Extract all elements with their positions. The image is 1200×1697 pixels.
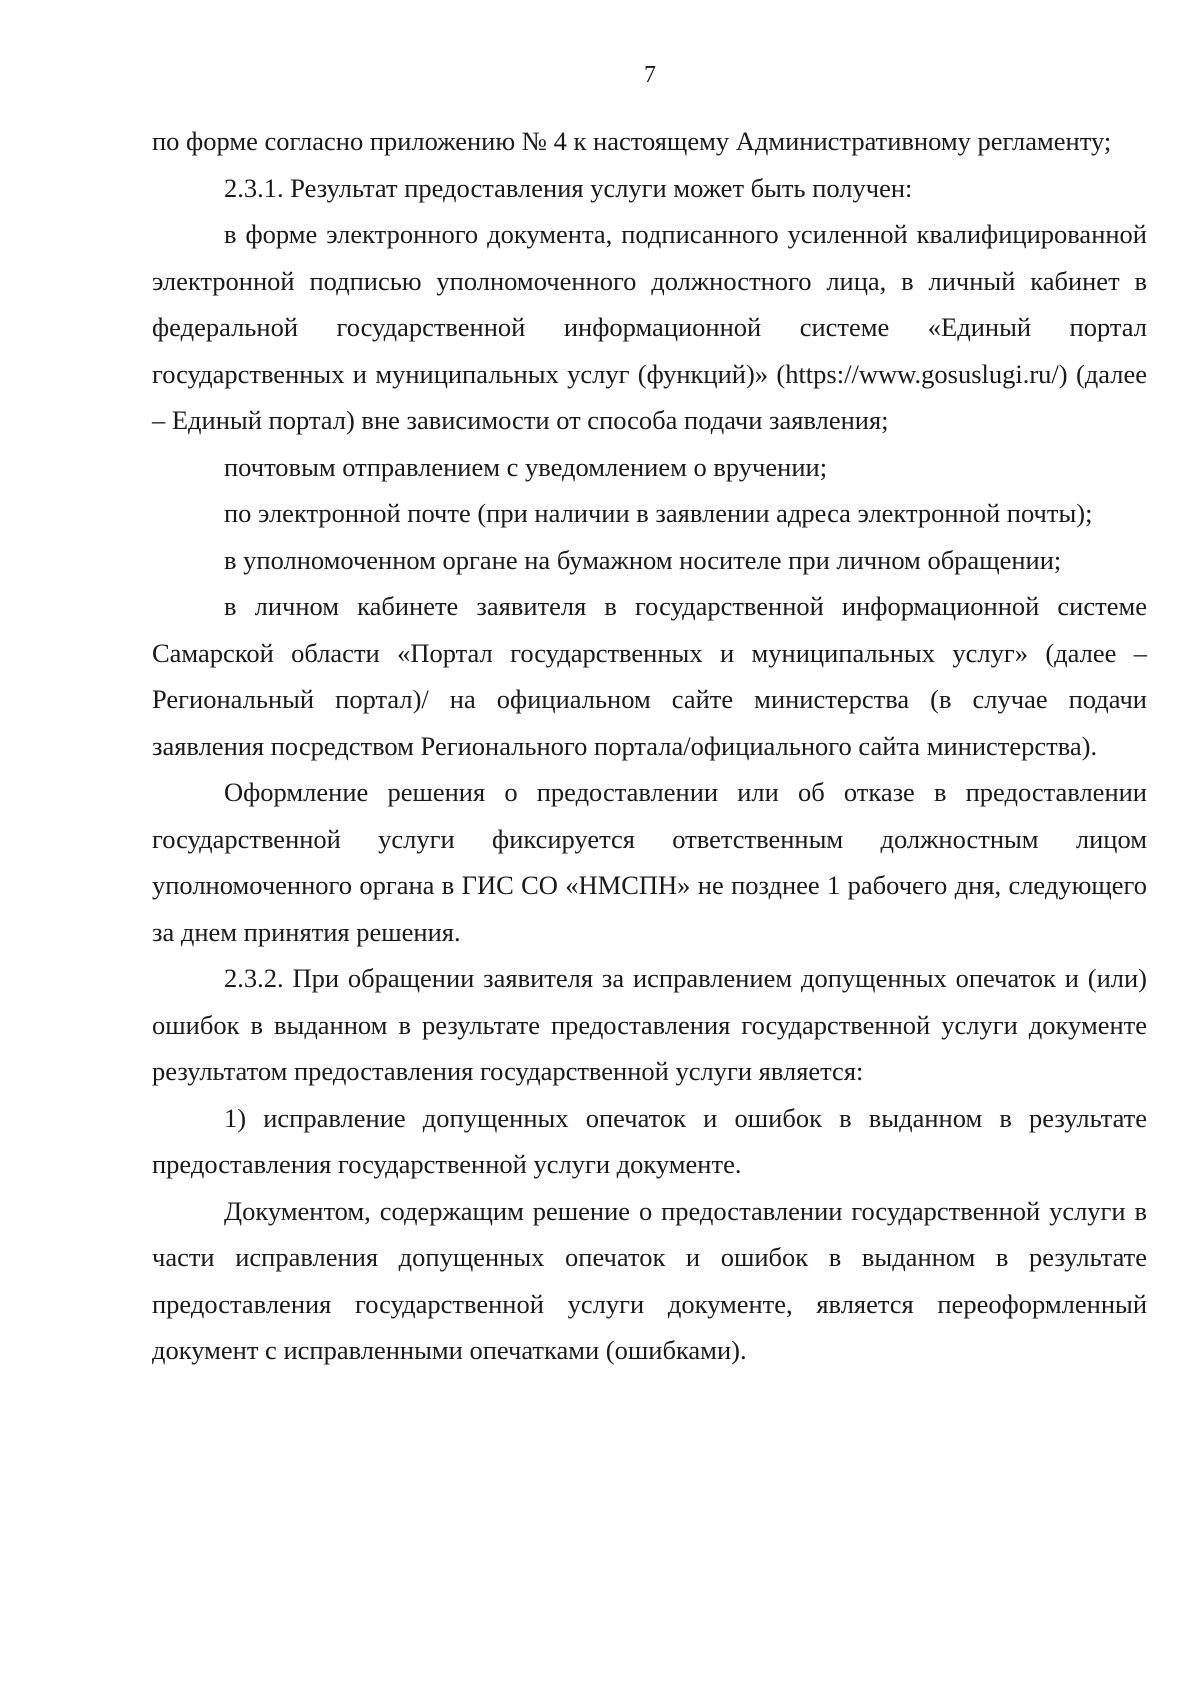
paragraph-2-3-1-heading: 2.3.1. Результат предоставления услуги может быть получен: (224, 172, 913, 203)
paragraph-paper-in-person: в уполномоченном органе на бумажном носителе при личном обращении; (224, 544, 1062, 575)
paragraph-reissued-document: Документом, содержащим решение о предоставлении государственной услуги в части исправления допущенных опечаток и ошибок в выданном в результате предоставления государственной услуги документе, является переоформленный документ с исправленными опечатками (ошибками). (152, 1195, 1147, 1365)
paragraph-electronic-document: в форме электронного документа, подписанного усиленной квалифицированной электронной подписью уполномоченного должностного лица, в личный кабинет в федеральной государственной информационной системе «Единый портал государственных и муниципальных услуг (функций)» (https://www.gosuslugi.ru/) (далее – Единый портал) вне зависимости от способа подачи заявления; (152, 219, 1147, 435)
paragraph-correction-item-1: 1) исправление допущенных опечаток и ошибок в выданном в результате предоставления государственной услуги документе. (152, 1102, 1147, 1179)
page-number: 7 (644, 62, 656, 88)
paragraph-email: по электронной почте (при наличии в заявлении адреса электронной почты); (224, 498, 1093, 528)
document-body (152, 118, 1147, 1374)
paragraph-postal-delivery: почтовым отправлением с уведомлением о вручении; (224, 451, 828, 482)
paragraph-form-reference: по форме согласно приложению № 4 к настоящему Административному регламенту; (152, 126, 1112, 156)
paragraph-decision-registration: Оформление решения о предоставлении или об отказе в предоставлении государственной услуги фиксируется ответственным должностным лицом уполномоченного органа в ГИС СО «НМСПН» не позднее 1 рабочего дня, следующего за днем принятия решения. (152, 777, 1147, 947)
paragraph-2-3-2-corrections: 2.3.2. При обращении заявителя за исправлением допущенных опечаток и (или) ошибок в выданном в результате предоставления государственной услуги документе результатом предоставления государственной услуги является: (152, 963, 1147, 1086)
paragraph-regional-portal: в личном кабинете заявителя в государственной информационной системе Самарской области «Портал государственных и муниципальных услуг» (далее – Региональный портал)/ на официальном сайте министерства (в случае подачи заявления посредством Регионального портала/официального сайта министерства). (152, 591, 1147, 761)
